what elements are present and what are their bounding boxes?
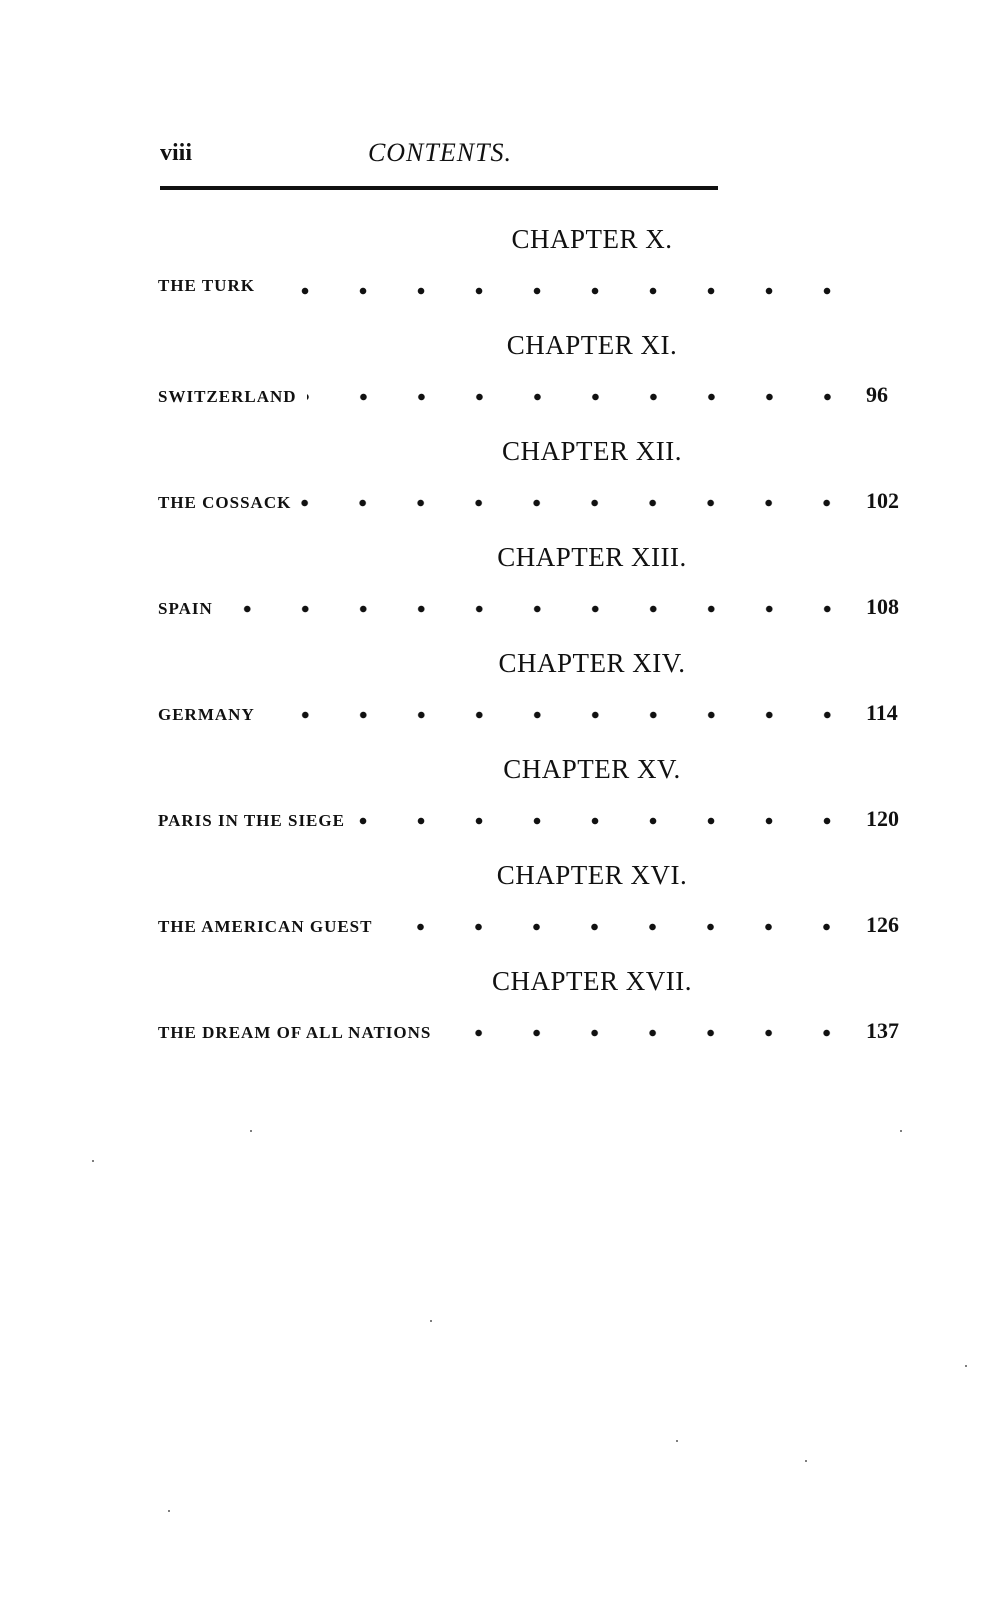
entry-page-number: 120 (866, 806, 899, 831)
entry-title: THE TURK (158, 276, 255, 295)
chapter-heading: CHAPTER XVII. (492, 966, 692, 996)
toc-entry (158, 1018, 906, 1048)
chapter-heading: CHAPTER X. (511, 224, 673, 254)
dot-leader (223, 604, 856, 614)
toc-entry (158, 806, 906, 836)
entry-title: THE COSSACK (158, 493, 292, 512)
scan-speck (430, 1320, 432, 1322)
toc-chapter (158, 958, 906, 1064)
toc-entry (158, 276, 906, 306)
toc-chapter (158, 746, 906, 852)
chapter-heading: CHAPTER XV. (503, 754, 681, 784)
toc-entry (158, 488, 906, 518)
dot-leader (265, 286, 856, 296)
toc-chapter (158, 322, 906, 428)
dot-leader (301, 498, 856, 508)
header-rule (160, 186, 718, 190)
toc-entry (158, 382, 906, 412)
running-head (160, 138, 720, 178)
toc-entry (158, 700, 906, 730)
dot-leader (382, 922, 856, 932)
toc-chapter (158, 852, 906, 958)
toc-entry (158, 912, 906, 942)
chapter-heading: CHAPTER XI. (506, 330, 678, 360)
scan-speck (805, 1460, 807, 1462)
entry-title: SWITZERLAND (158, 387, 297, 406)
dot-leader (265, 710, 856, 720)
toc-chapter (158, 640, 906, 746)
page-folio: viii (160, 140, 193, 166)
chapter-heading: CHAPTER XIII. (497, 542, 687, 572)
dot-leader (441, 1028, 856, 1038)
chapter-heading: CHAPTER XII. (502, 436, 682, 466)
scan-speck (92, 1160, 94, 1162)
page-title: CONTENTS. (367, 138, 513, 167)
scan-speck (676, 1440, 678, 1442)
toc-chapter (158, 534, 906, 640)
toc-entry (158, 594, 906, 624)
scan-speck (900, 1130, 902, 1132)
entry-title: THE DREAM OF ALL NATIONS (158, 1023, 432, 1042)
entry-title: PARIS IN THE SIEGE (158, 811, 345, 830)
toc-chapter (158, 216, 906, 322)
scan-speck (965, 1365, 967, 1367)
toc-chapter (158, 428, 906, 534)
dot-leader (307, 392, 856, 402)
entry-title: THE AMERICAN GUEST (158, 917, 373, 936)
chapter-heading: CHAPTER XVI. (496, 860, 688, 890)
scan-speck (250, 1130, 252, 1132)
entry-page-number: 126 (866, 912, 899, 937)
entry-page-number: 108 (866, 594, 899, 619)
chapter-heading: CHAPTER XIV. (498, 648, 686, 678)
entry-page-number: 114 (866, 700, 898, 725)
entry-page-number: 102 (866, 488, 899, 513)
dot-leader (355, 816, 856, 826)
entry-page-number: 96 (866, 382, 888, 407)
entry-page-number: 137 (866, 1018, 899, 1043)
scan-speck (168, 1510, 170, 1512)
table-of-contents (158, 216, 906, 1064)
entry-title: GERMANY (158, 705, 255, 724)
entry-title: SPAIN (158, 599, 213, 618)
